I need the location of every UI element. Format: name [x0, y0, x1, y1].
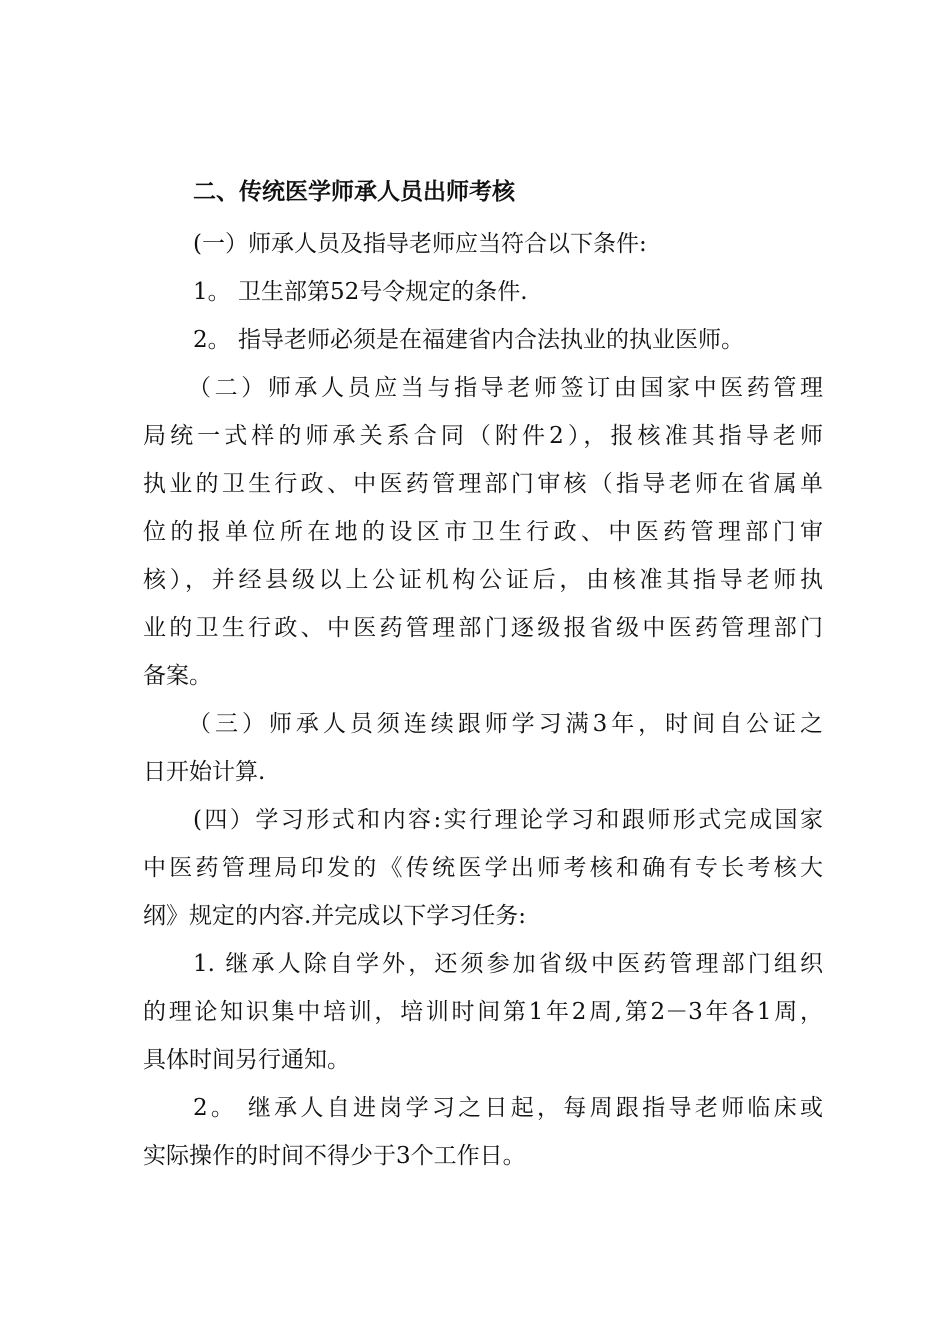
paragraph-line: 的理论知识集中培训，培训时间第1年2周,第2－3年各1周，	[143, 999, 823, 1025]
paragraph-line: 位的报单位所在地的设区市卫生行政、中医药管理部门审	[143, 519, 823, 545]
paragraph-line: (四）学习形式和内容:实行理论学习和跟师形式完成国家	[193, 807, 823, 833]
paragraph-line: 执业的卫生行政、中医药管理部门审核（指导老师在省属单	[143, 471, 823, 497]
section-heading: 二、传统医学师承人员出师考核	[193, 179, 515, 205]
paragraph-line: 具体时间另行通知。	[143, 1047, 350, 1073]
paragraph-line: 2。 继承人自进岗学习之日起，每周跟指导老师临床或	[193, 1095, 823, 1121]
paragraph-line: 备案。	[143, 663, 212, 689]
paragraph-line: 实际操作的时间不得少于3个工作日。	[143, 1143, 526, 1169]
paragraph-line: 1. 继承人除自学外，还须参加省级中医药管理部门组织	[193, 951, 823, 977]
paragraph-line: （三）师承人员须连续跟师学习满3年，时间自公证之	[188, 711, 823, 737]
paragraph-line: 核），并经县级以上公证机构公证后，由核准其指导老师执	[143, 567, 823, 593]
paragraph-line: 日开始计算.	[143, 759, 266, 785]
paragraph-line: 局统一式样的师承关系合同（附件2），报核准其指导老师	[143, 423, 823, 449]
paragraph-line: （二）师承人员应当与指导老师签订由国家中医药管理	[188, 375, 823, 401]
paragraph-line: 业的卫生行政、中医药管理部门逐级报省级中医药管理部门	[143, 615, 823, 641]
paragraph-line: 1。 卫生部第52号令规定的条件.	[193, 279, 528, 305]
paragraph-line: 纲》规定的内容.并完成以下学习任务:	[143, 903, 527, 929]
paragraph-line: 中医药管理局印发的《传统医学出师考核和确有专长考核大	[143, 855, 823, 881]
paragraph-line: 2。 指导老师必须是在福建省内合法执业的执业医师。	[193, 327, 744, 353]
paragraph-line: (一）师承人员及指导老师应当符合以下条件:	[193, 231, 647, 257]
